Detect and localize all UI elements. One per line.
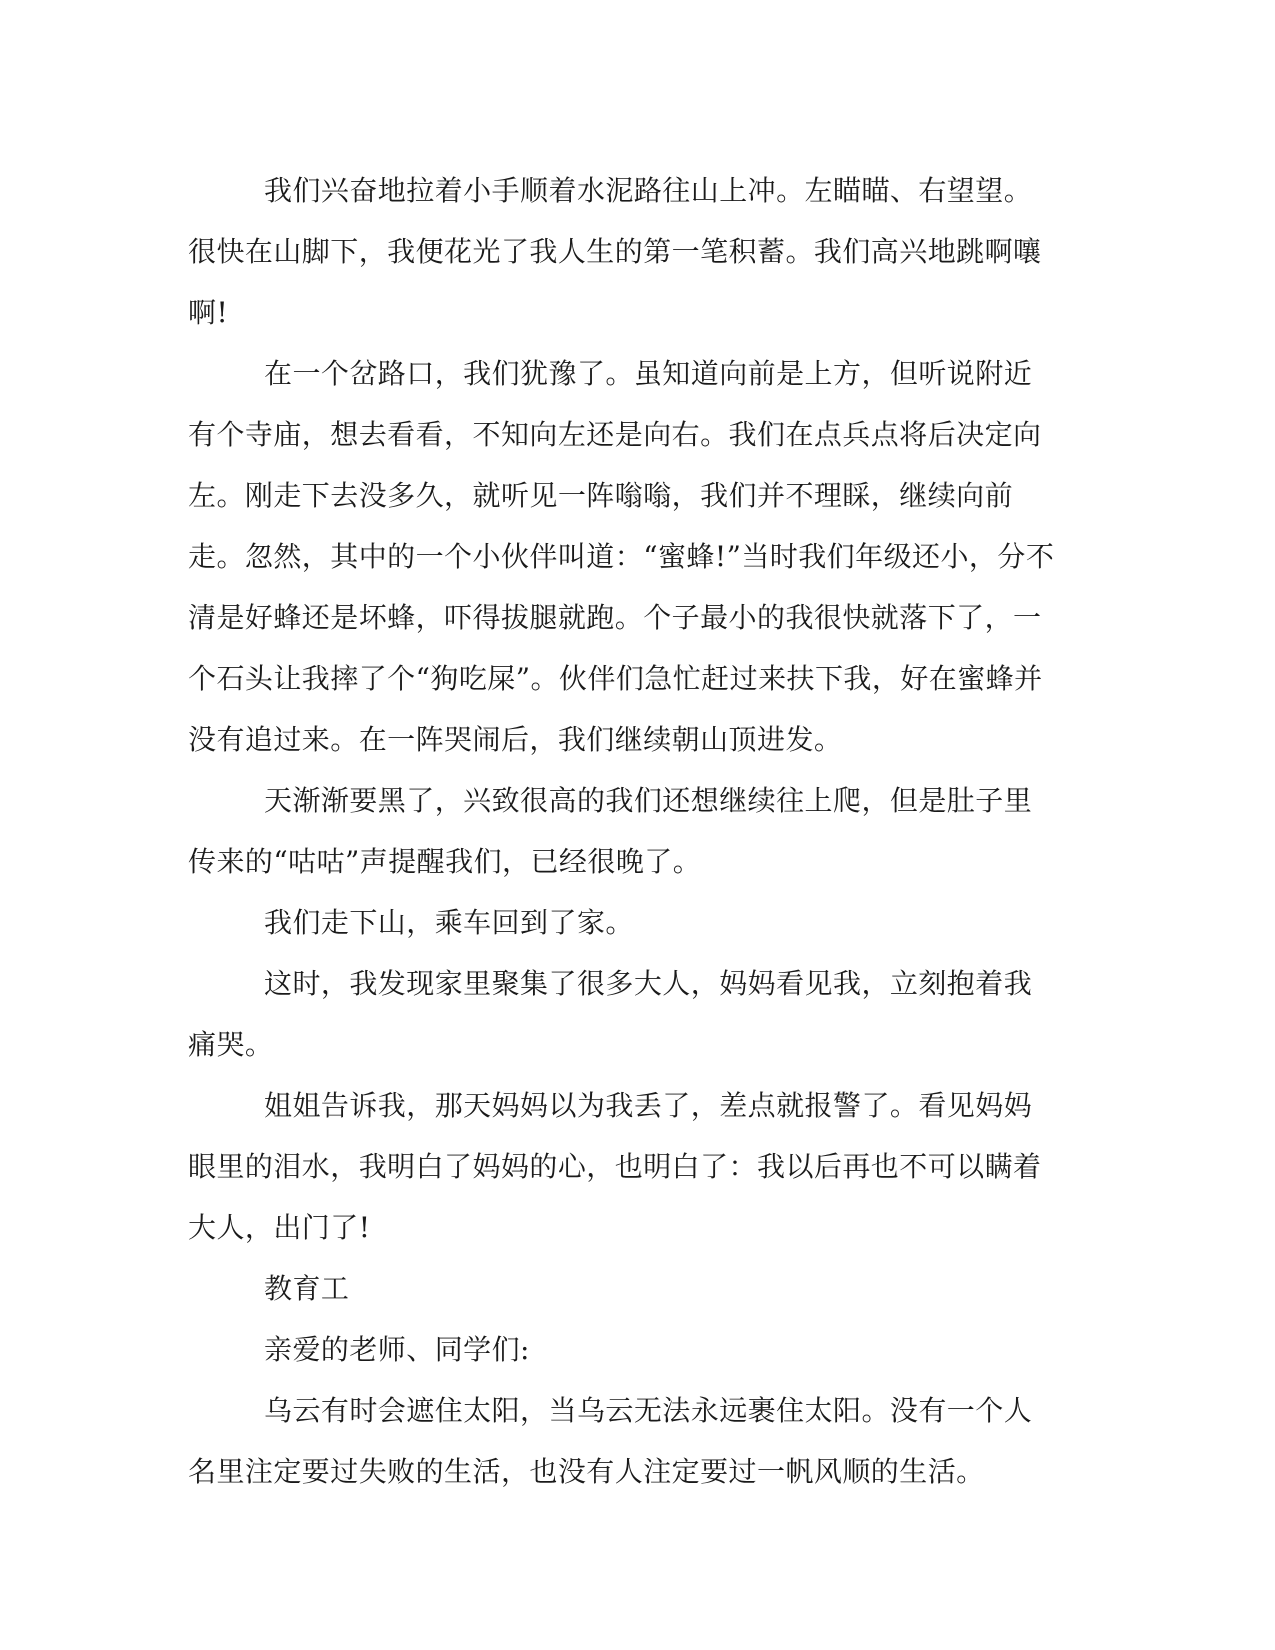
document-body: [188, 160, 1058, 1502]
paragraph-1: 我们兴奋地拉着小手顺着水泥路往山上冲。左瞄瞄、右望望。很快在山脚下，我便花光了我人生的第一笔积蓄。我们高兴地跳啊嚷啊!: [188, 174, 1042, 329]
salutation: 亲爱的老师、同学们:: [264, 1333, 530, 1366]
paragraph-5: 这时，我发现家里聚集了很多大人，妈妈看见我，立刻抱着我痛哭。: [188, 967, 1033, 1061]
paragraph-2: 在一个岔路口，我们犹豫了。虽知道向前是上方，但听说附近有个寺庙，想去看看，不知向左还是向右。我们在点兵点将后决定向左。刚走下去没多久，就听见一阵嗡嗡，我们并不理睬，继续向前走。忽然，其中的一个小伙伴叫道：“蜜蜂!”当时我们年级还小，分不清是好蜂还是坏蜂，吓得拔腿就跑。个子最小的我很快就落下了，一个石头让我摔了个“狗吃屎”。伙伴们急忙赶过来扶下我，好在蜜蜂并没有追过来。在一阵哭闹后，我们继续朝山顶进发。: [188, 357, 1055, 756]
paragraph-9: 乌云有时会遮住太阳，当乌云无法永远裹住太阳。没有一个人名里注定要过失败的生活，也没有人注定要过一帆风顺的生活。: [188, 1394, 1033, 1488]
paragraph-3: 天渐渐要黑了，兴致很高的我们还想继续往上爬，但是肚子里传来的“咕咕”声提醒我们，已经很晚了。: [188, 784, 1033, 878]
paragraph-4: 我们走下山，乘车回到了家。: [264, 906, 634, 939]
paragraph-6: 姐姐告诉我，那天妈妈以为我丢了，差点就报警了。看见妈妈眼里的泪水，我明白了妈妈的心，也明白了：我以后再也不可以瞒着大人，出门了!: [188, 1089, 1042, 1244]
section-heading: 教育工: [264, 1272, 350, 1305]
